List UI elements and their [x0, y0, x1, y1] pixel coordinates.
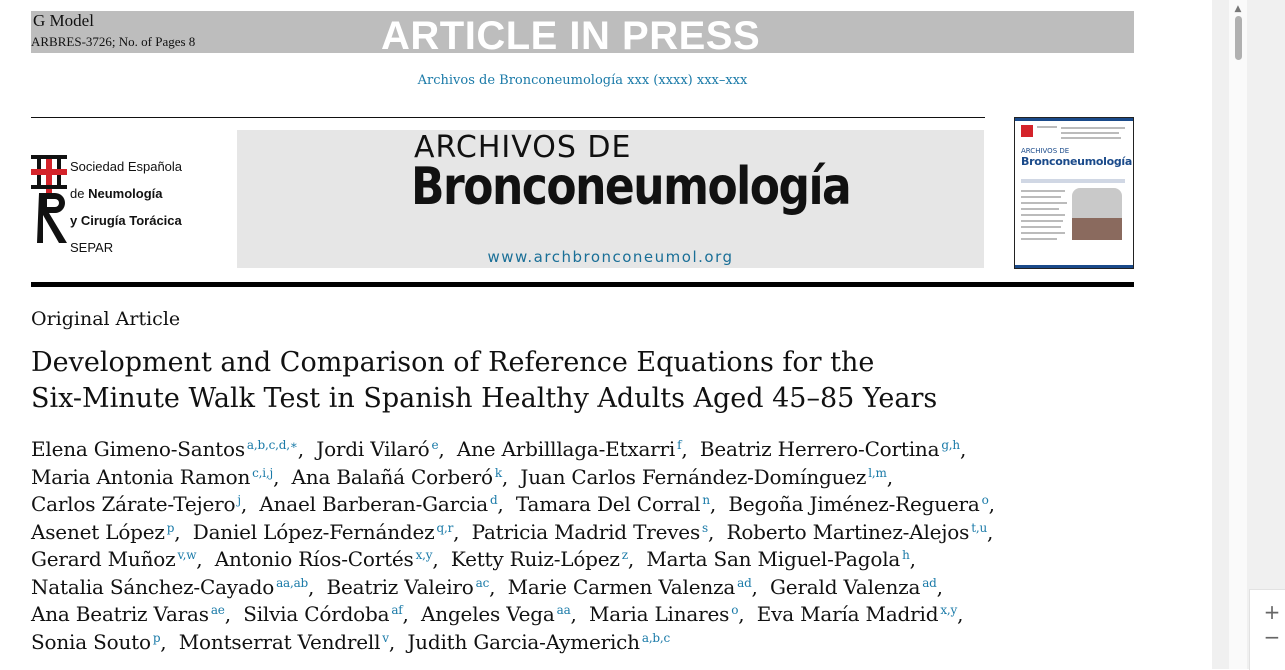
author-affiliation-link[interactable]: v: [382, 630, 389, 645]
author-name: Anael Barberan-Garcia: [259, 492, 488, 516]
author-line: [31, 601, 1171, 629]
author-separator: ,: [738, 602, 757, 626]
author: [243, 602, 402, 626]
author-line: [31, 629, 1171, 657]
author-separator: ,: [489, 574, 508, 599]
author-name: Silvia Córdoba: [243, 602, 390, 626]
author-line: [31, 574, 1171, 602]
author: [520, 465, 886, 489]
journal-cover-thumbnail: [1014, 117, 1134, 269]
author-line: [31, 519, 1171, 547]
author-affiliation-link[interactable]: aa,ab: [276, 575, 309, 590]
viewer-side-panel: [1212, 0, 1285, 669]
author-name: Carlos Zárate-Tejero: [31, 492, 236, 516]
author-affiliation-link[interactable]: q,r: [436, 520, 454, 535]
author-separator: ,: [497, 492, 516, 516]
journal-url-link[interactable]: www.archbronconeumol.org: [487, 248, 734, 266]
author: [516, 492, 710, 516]
society-line-1: Sociedad Española: [70, 159, 183, 174]
author: [327, 575, 490, 599]
top-rule: [31, 117, 985, 118]
scroll-up-arrow-icon[interactable]: ▲: [1234, 4, 1242, 14]
author-name: Maria Antonia Ramon: [31, 464, 251, 489]
author-name: Ana Balañá Corberó: [291, 464, 493, 489]
author-separator: ,: [160, 629, 179, 654]
author-separator: ,: [959, 437, 979, 461]
masthead-small-title: ARCHIVOS DE: [414, 130, 632, 165]
article-type: Original Article: [31, 308, 181, 330]
author-affiliation-link[interactable]: o: [731, 603, 739, 617]
author: [407, 630, 670, 654]
journal-masthead: [237, 130, 984, 268]
author-separator: ,: [936, 574, 956, 599]
author: [31, 492, 241, 516]
author-affiliation-link[interactable]: v,w: [177, 548, 197, 562]
author-affiliation-link[interactable]: n: [702, 493, 710, 507]
zoom-out-button[interactable]: −: [1263, 625, 1281, 649]
masthead-big-title: Bronconeumología: [411, 157, 851, 218]
author: [259, 492, 497, 516]
article-title-line-1: Development and Comparison of Reference Equations for the: [31, 347, 875, 378]
author-line: [31, 464, 1171, 492]
author: [472, 520, 708, 544]
author-name: Beatriz Herrero-Cortina: [699, 437, 940, 461]
author-separator: ,: [501, 464, 521, 489]
author: [193, 520, 453, 544]
author-affiliation-link[interactable]: ad: [922, 575, 937, 590]
author-separator: ,: [570, 602, 590, 626]
author-name: Angeles Vega: [421, 602, 555, 626]
separ-logo-icon: [31, 155, 71, 245]
author: [31, 630, 160, 654]
cover-title-small: ARCHIVOS DE: [1021, 147, 1070, 155]
author-affiliation-link[interactable]: f: [677, 438, 682, 452]
journal-citation: Archivos de Bronconeumología xxx (xxxx) xxx–xxx: [417, 73, 748, 88]
author-affiliation-link[interactable]: p: [152, 630, 161, 645]
g-model-label: G Model: [33, 11, 94, 30]
author-separator: ,: [627, 547, 647, 571]
author-affiliation-link[interactable]: l,m: [868, 465, 887, 480]
author-name: Marie Carmen Valenza: [507, 574, 736, 599]
author-name: Gerald Valenza: [770, 574, 921, 599]
society-name: [70, 153, 182, 261]
author-separator: ,: [174, 519, 193, 544]
article-id-label: ARBRES-3726; No. of Pages 8: [31, 34, 196, 49]
author-separator: ,: [308, 574, 327, 599]
author: [31, 547, 196, 571]
author: [31, 437, 298, 461]
author-affiliation-link[interactable]: ae: [210, 603, 225, 617]
author: [31, 520, 174, 544]
author-affiliation-link[interactable]: e: [431, 438, 439, 452]
author-affiliation-link[interactable]: g,h: [941, 438, 960, 452]
author-affiliation-link[interactable]: t,u: [971, 520, 987, 535]
author-name: Ana Beatriz Varas: [31, 602, 209, 626]
author: [31, 575, 308, 599]
zoom-in-button[interactable]: +: [1263, 600, 1281, 624]
author: [726, 520, 987, 544]
author-affiliation-link[interactable]: ac: [475, 575, 490, 590]
author-separator: ,: [240, 492, 260, 516]
author-name: Natalia Sánchez-Cayado: [31, 574, 275, 599]
author: [589, 602, 738, 626]
cover-title-big: Bronconeumología: [1021, 155, 1133, 168]
author-name: Montserrat Vendrell: [178, 629, 381, 654]
author-separator: ,: [957, 602, 976, 626]
author-separator: ,: [196, 547, 215, 571]
author-separator: ,: [751, 574, 771, 599]
author: [215, 547, 433, 571]
author-affiliation-link[interactable]: x,y: [415, 548, 433, 562]
author-affiliation-link[interactable]: a,b,c,d,∗: [246, 438, 298, 452]
author: [31, 602, 225, 626]
author-name: Ketty Ruiz-López: [450, 547, 620, 571]
author: [316, 437, 438, 461]
scrollbar-thumb[interactable]: [1235, 16, 1242, 60]
author-affiliation-link[interactable]: a,b,c: [641, 630, 671, 645]
author: [421, 602, 571, 626]
author-name: Beatriz Valeiro: [326, 574, 474, 599]
author-affiliation-link[interactable]: h: [902, 548, 910, 562]
author: [457, 437, 682, 461]
cover-histology-image: [1072, 218, 1122, 240]
author-list: [31, 436, 1171, 656]
author-separator: ,: [453, 519, 472, 544]
author-separator: ,: [224, 602, 244, 626]
author: [508, 575, 752, 599]
author-name: Antonio Ríos-Cortés: [214, 547, 414, 571]
author-affiliation-link[interactable]: d: [489, 493, 498, 507]
author-line: [31, 546, 1171, 574]
author-separator: ,: [388, 629, 408, 654]
author-name: Maria Linares: [589, 602, 730, 626]
author-separator: ,: [886, 464, 906, 489]
author: [700, 437, 960, 461]
author-name: Juan Carlos Fernández-Domínguez: [520, 464, 867, 489]
author-name: Gerard Muñoz: [31, 547, 176, 571]
author-affiliation-link[interactable]: s: [702, 520, 708, 535]
author-affiliation-link[interactable]: aa: [556, 603, 571, 617]
author-separator: ,: [402, 602, 422, 626]
author-separator: ,: [681, 437, 700, 461]
society-line-4: SEPAR: [70, 240, 114, 255]
article-title: [31, 345, 1131, 417]
author: [451, 547, 628, 571]
header-thick-rule: [31, 282, 1134, 287]
article-title-line-2: Six-Minute Walk Test in Spanish Healthy Adults Aged 45–85 Years: [31, 383, 938, 414]
author: [757, 602, 957, 626]
author-separator: ,: [438, 437, 457, 461]
author: [292, 465, 502, 489]
author-affiliation-link[interactable]: ad: [737, 575, 752, 590]
article-in-press-text: ARTICLE IN PRESS: [381, 14, 761, 58]
author-separator: ,: [297, 437, 317, 461]
author: [770, 575, 937, 599]
author-affiliation-link[interactable]: p: [166, 520, 175, 535]
author-separator: ,: [707, 519, 727, 544]
author-name: Tamara Del Corral: [515, 492, 701, 516]
author-separator: ,: [432, 547, 451, 571]
author-name: Sonia Souto: [31, 629, 151, 654]
author-separator: ,: [909, 547, 929, 571]
author-line: [31, 491, 1171, 519]
article-in-press-banner: [31, 11, 1134, 58]
author-affiliation-link[interactable]: c,i,j: [252, 465, 274, 480]
author-separator: ,: [709, 492, 729, 516]
author-name: Patricia Madrid Treves: [471, 519, 701, 544]
author-affiliation-link[interactable]: z: [621, 548, 628, 562]
author: [728, 492, 988, 516]
vertical-scrollbar[interactable]: [1229, 0, 1247, 669]
author-name: Elena Gimeno-Santos: [31, 437, 245, 461]
author-line: [31, 436, 1171, 464]
author-affiliation-link[interactable]: k: [494, 465, 502, 480]
author-separator: ,: [273, 464, 292, 489]
author-affiliation-link[interactable]: af: [391, 603, 403, 617]
author-name: Daniel López-Fernández: [192, 519, 435, 544]
author-separator: ,: [986, 519, 1006, 544]
author: [646, 547, 909, 571]
author-name: Eva María Madrid: [756, 602, 939, 626]
author: [31, 465, 273, 489]
author-name: Judith Garcia-Aymerich: [407, 629, 640, 654]
society-line-2: de Neumología: [70, 186, 163, 201]
author-affiliation-link[interactable]: j: [237, 493, 241, 507]
author-name: Asenet López: [31, 519, 165, 544]
author-name: Roberto Martinez-Alejos: [726, 519, 970, 544]
author-name: Ane Arbilllaga-Etxarri: [456, 437, 676, 461]
author-name: Marta San Miguel-Pagola: [646, 547, 901, 571]
author-name: Begoña Jiménez-Reguera: [728, 492, 980, 516]
author-affiliation-link[interactable]: x,y: [940, 603, 958, 617]
author-name: Jordi Vilaró: [316, 437, 430, 461]
author-affiliation-link[interactable]: o: [981, 493, 989, 507]
author-separator: ,: [988, 492, 1008, 516]
society-line-3: y Cirugía Torácica: [70, 213, 182, 228]
author: [179, 630, 389, 654]
